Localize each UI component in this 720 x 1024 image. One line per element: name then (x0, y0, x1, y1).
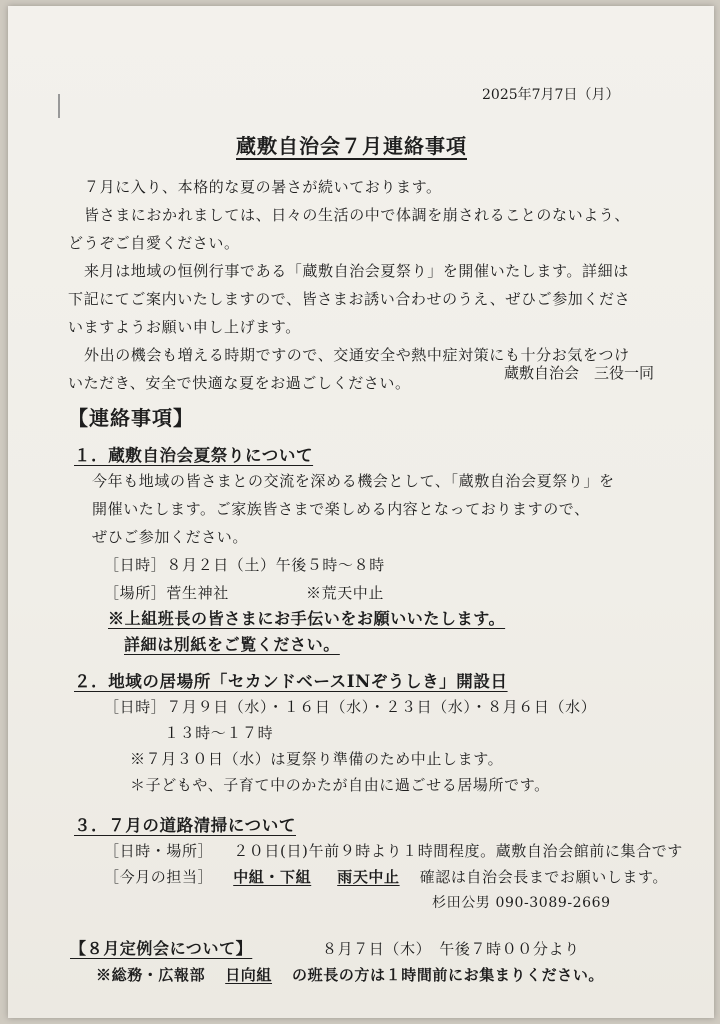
item1-datetime: ［日時］８月２日（土）午後５時～８時 (104, 556, 385, 574)
intro-line: 外出の機会も増える時期ですので、交通安全や熱中症対策にも十分お気をつけ (84, 346, 630, 364)
item2-dates: ［日時］７月９日（水）・１６日（水）・２３日（水）・８月６日（水） (104, 698, 597, 716)
item3-duty-groups: 中組・下組 (233, 868, 312, 886)
intro-line: いますようお願い申し上げます。 (68, 318, 301, 336)
intro-line: 来月は地域の恒例行事である「蔵敷自治会夏祭り」を開催いたします。詳細は (84, 262, 629, 280)
meeting-note-group: 日向組 (225, 966, 273, 984)
item1-heading: １．蔵敷自治会夏祭りについて (74, 446, 314, 465)
paper-edge-mark (58, 94, 60, 118)
item3-duty-label: ［今月の担当］ (104, 868, 214, 886)
item2-cancel-note: ※７月３０日（水）は夏祭り準備のため中止します。 (130, 750, 504, 768)
document-date: 2025年7月7日（月） (482, 87, 620, 103)
item3-duty-confirm: 確認は自治会長までお願いします。 (419, 868, 669, 886)
item2-description: ＊子どもや、子育て中のかたが自由に過ごせる居場所です。 (130, 776, 550, 794)
item3-datetime-row (104, 840, 683, 861)
document-title: 蔵敷自治会７月連絡事項 (236, 134, 467, 158)
section-heading: 【連絡事項】 (68, 406, 194, 430)
item1-notice-details: 詳細は別紙をご覧ください。 (124, 635, 340, 654)
intro-line: 皆さまにおかれましては、日々の生活の中で体調を崩されることのないよう、 (84, 206, 631, 224)
meeting-datetime: ８月７日（木） 午後７時００分より (322, 940, 580, 958)
item1-notice-helpers: ※上組班長の皆さまにお手伝いをお願いいたします。 (108, 609, 506, 628)
item3-datetime-value: ２０日(日)午前９時より１時間程度。蔵敷自治会館前に集合です (233, 842, 683, 860)
item3-duty-row (104, 866, 668, 887)
meeting-heading: 【８月定例会について】 (70, 939, 253, 958)
item3-contact: 杉田公男 090-3089-2669 (432, 895, 611, 911)
signature: 蔵敷自治会 三役一同 (504, 364, 655, 382)
item1-rain-note: ※荒天中止 (306, 584, 385, 602)
meeting-note-suffix: の班長の方は１時間前にお集まりください。 (292, 966, 605, 984)
document-sheet (8, 6, 714, 1018)
item1-line: ぜひご参加ください。 (92, 528, 249, 546)
item3-duty-rain: 雨天中止 (337, 868, 400, 886)
intro-line: どうぞご自愛ください。 (68, 234, 240, 252)
item1-line: 今年も地域の皆さまとの交流を深める機会として、「蔵敷自治会夏祭り」を (92, 472, 615, 490)
item1-line: 開催いたします。ご家族皆さまで楽しめる内容となっておりますので、 (92, 500, 590, 518)
intro-line: ７月に入り、本格的な夏の暑さが続いております。 (84, 178, 442, 196)
intro-line: いただき、安全で快適な夏をお過ごしください。 (68, 374, 411, 392)
meeting-note-prefix: ※総務・広報部 (96, 966, 206, 984)
intro-line: 下記にてご案内いたしますので、皆さまお誘い合わせのうえ、ぜひご参加くださ (68, 290, 631, 308)
item3-heading: ３．７月の道路清掃について (74, 816, 296, 835)
item2-heading: ２．地域の居場所「セカンドベースINぞうしき」開設日 (74, 672, 508, 691)
meeting-note (96, 964, 604, 985)
item2-time: １３時～１７時 (164, 724, 274, 742)
item1-place: ［場所］菅生神社 (104, 584, 229, 602)
item3-datetime-label: ［日時・場所］ (104, 842, 214, 860)
